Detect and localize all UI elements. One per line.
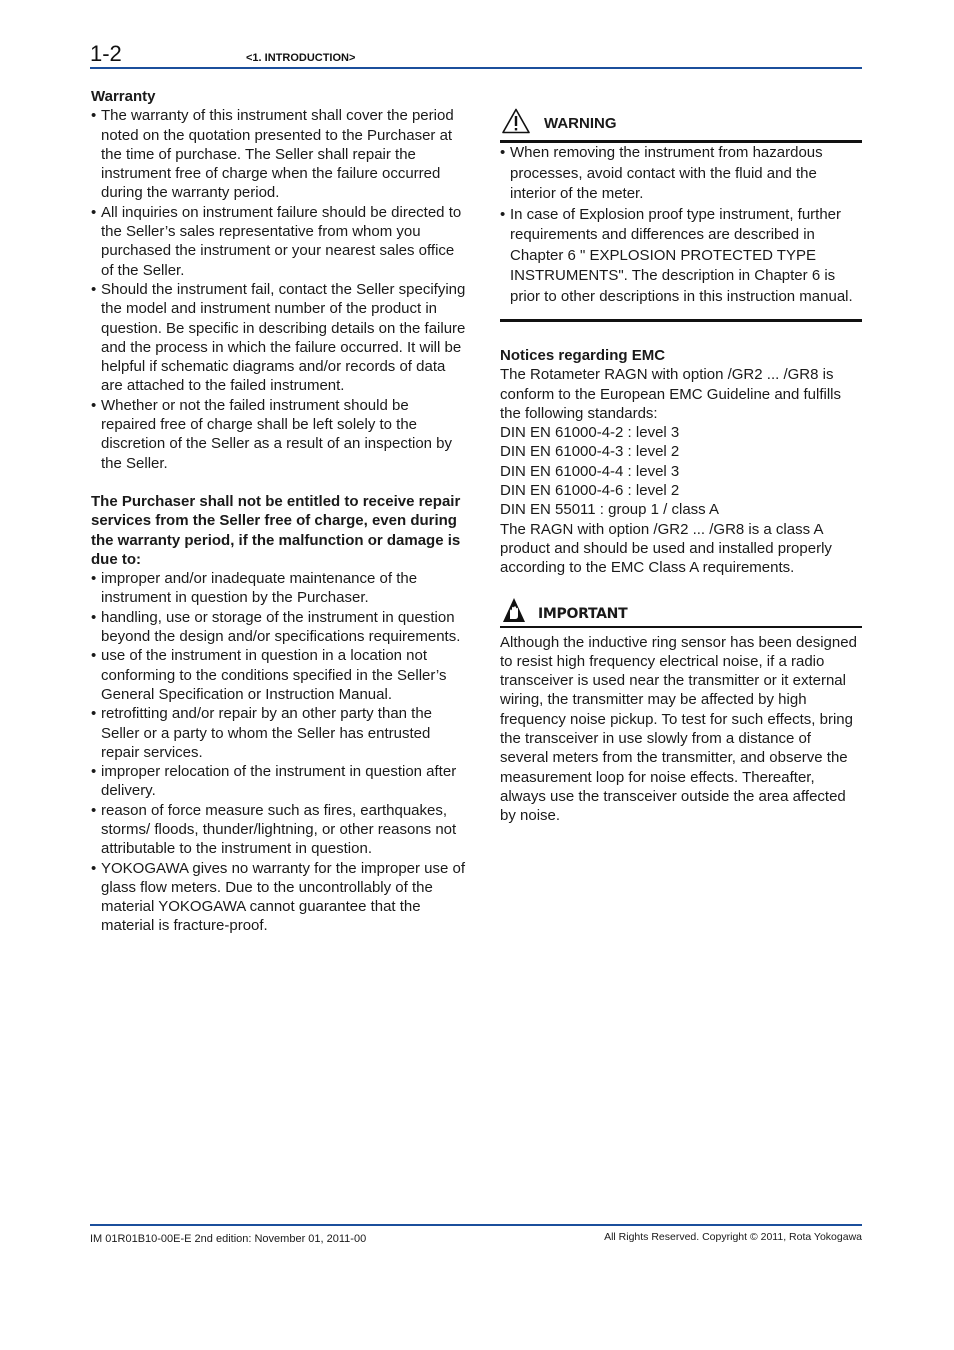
list-item: • reason of force measure such as fires, earthquakes, storms/ floods, thunder/lightning, or other reasons not attributable to the instrument in question. xyxy=(91,801,457,858)
warning-title: WARNING xyxy=(544,115,617,132)
emc-heading: Notices regarding EMC xyxy=(500,347,666,364)
right-column xyxy=(500,108,862,826)
list-item: • Should the instrument fail, contact the Seller specifying the model and instrument number of the product in question. Be specific in describing details on the failure and the process in which the failure occurred. It will be helpful if schematic diagrams and/or records of data are attached to the failed instrument. xyxy=(91,280,466,395)
warranty-heading: Warranty xyxy=(91,88,156,105)
warning-header xyxy=(500,108,862,134)
exclusions-list xyxy=(91,569,466,936)
left-column xyxy=(91,87,466,936)
warning-triangle-icon xyxy=(502,108,530,134)
exclusions-heading: The Purchaser shall not be entitled to receive repair services from the Seller free of charge, even during the warranty period, if the malfunction or damage is due to: xyxy=(91,492,461,568)
list-item: • retrofitting and/or repair by an other party than the Seller or a party to whom the Seller has entrusted repair services. xyxy=(91,705,433,761)
list-item: • YOKOGAWA gives no warranty for the improper use of glass flow meters. Due to the uncontrollably of the material YOKOGAWA cannot guarantee that the material is fracture-proof. xyxy=(91,859,466,935)
warning-list xyxy=(500,143,862,307)
important-rule xyxy=(500,626,862,628)
list-item: • All inquiries on instrument failure should be directed to the Seller’s sales representative from whom you purchased the instrument or your nearest sales office of the Seller. xyxy=(91,203,462,279)
list-item: • In case of Explosion proof type instrument, further requirements and differences are described in Chapter 6 " EXPLOSION PROTECTED TYPE INSTRUMENTS". The description in Chapter 6 is prior to other descriptions in this instruction manual. xyxy=(500,205,853,305)
list-item: • Whether or not the failed instrument should be repaired free of charge shall be left solely to the discretion of the Seller as a result of an inspection by the Seller. xyxy=(91,396,453,472)
important-text: Although the inductive ring sensor has been designed to resist high frequency electrical noise, if a radio transceiver is used near the transmitter or it external wiring, the transmitter may be affected by high frequency noise pickup. To test for such effects, bring the transceiver in use slowly from a distance of several meters from the transmitter, and observe the measurement loop for noise effects. Thereafter, always use the transceiver outside the area affected by noise. xyxy=(500,633,857,825)
list-item: • The warranty of this instrument shall cover the period noted on the quotation presented to the Purchaser at the time of purchase. The Seller shall repair the instrument free of charge when the failure occurred during the warranty period. xyxy=(91,107,454,202)
important-header xyxy=(500,597,862,623)
emc-text: The Rotameter RAGN with option /GR2 ... /GR8 is conform to the European EMC Guideline and fulfills the following standards: DIN EN 61000-4-2 : level 3 DIN EN 61000-4-3 : level 2 DIN EN 61000-4-4 : level 3 DIN EN 61000-4-6 : level 2 DIN EN 55011 : group 1 / class A The RAGN with option /GR2 ... /GR8 is a class A product and should be used and installed properly according to the EMC Class A requirements. xyxy=(500,366,842,577)
warranty-list xyxy=(91,106,466,473)
footer-rule xyxy=(90,1224,862,1226)
list-item: • improper and/or inadequate maintenance of the instrument in question by the Purchaser. xyxy=(91,570,418,607)
page-number: 1-2 xyxy=(90,41,122,66)
list-item: • When removing the instrument from hazardous processes, avoid contact with the fluid and the interior of the meter. xyxy=(500,144,823,202)
important-title: IMPORTANT xyxy=(538,605,628,622)
chapter-title: <1. INTRODUCTION> xyxy=(246,52,356,64)
list-item: • improper relocation of the instrument in question after delivery. xyxy=(91,763,457,800)
hand-warning-icon xyxy=(502,597,526,623)
copyright: All Rights Reserved. Copyright © 2011, Rota Yokogawa xyxy=(604,1231,862,1243)
list-item: • use of the instrument in question in a location not conforming to the conditions specified in the Seller’s General Specification or Instruction Manual. xyxy=(91,647,447,703)
list-item: • handling, use or storage of the instrument in question beyond the design and/or specifications requirements. xyxy=(91,608,461,646)
header-rule xyxy=(90,67,862,69)
document-id: IM 01R01B10-00E-E 2nd edition: November 01, 2011-00 xyxy=(90,1233,367,1245)
